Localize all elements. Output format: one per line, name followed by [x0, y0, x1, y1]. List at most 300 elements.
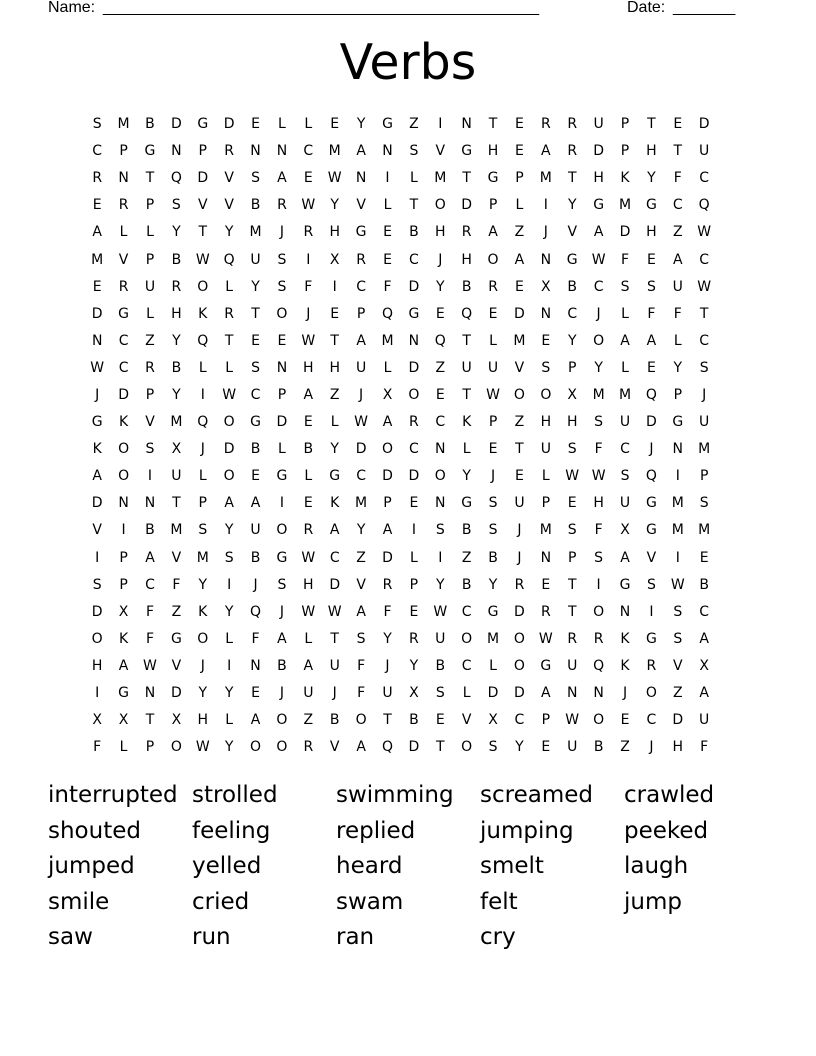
grid-letter: S — [673, 630, 683, 647]
grid-letter: P — [277, 386, 287, 403]
grid-letter: F — [673, 305, 682, 322]
word-search-grid — [84, 111, 732, 761]
grid-letter: B — [567, 278, 578, 295]
grid-letter: O — [170, 739, 182, 756]
grid-row — [84, 274, 732, 301]
grid-letter: P — [383, 495, 392, 512]
grid-letter: Z — [672, 685, 683, 702]
grid-letter: Q — [434, 332, 446, 349]
grid-letter: G — [672, 414, 684, 431]
grid-letter: L — [304, 630, 313, 647]
word-bank-item: swam — [336, 888, 404, 915]
grid-letter: N — [250, 657, 261, 674]
grid-letter: G — [461, 495, 473, 512]
grid-letter: G — [487, 170, 499, 187]
grid-letter: E — [541, 332, 551, 349]
grid-letter: U — [435, 630, 446, 647]
grid-letter: R — [567, 116, 578, 133]
grid-letter: M — [539, 170, 552, 187]
grid-letter: J — [517, 549, 522, 566]
grid-letter: Y — [224, 685, 234, 702]
grid-row — [84, 409, 732, 436]
word-bank-item: jumping — [480, 817, 574, 844]
word-bank-item: felt — [480, 888, 518, 915]
grid-letter: W — [301, 332, 316, 349]
grid-letter: D — [91, 603, 103, 620]
grid-letter: P — [673, 386, 683, 403]
word-bank-item: swimming — [336, 782, 454, 808]
grid-letter: F — [700, 739, 709, 756]
grid-letter: D — [646, 414, 657, 431]
grid-row — [84, 680, 732, 707]
grid-letter: Z — [461, 549, 472, 566]
grid-letter: H — [646, 143, 657, 160]
grid-letter: U — [699, 143, 710, 160]
grid-letter: Q — [698, 197, 710, 214]
grid-letter: L — [225, 359, 234, 376]
grid-letter: Q — [223, 251, 235, 268]
grid-letter: O — [223, 468, 235, 485]
grid-letter: K — [198, 603, 208, 620]
grid-letter: A — [356, 332, 366, 349]
word-bank-item: jumped — [48, 853, 135, 880]
name-blank-line: _________________________________________________ — [103, 0, 540, 16]
grid-letter: B — [593, 739, 604, 756]
grid-letter: N — [355, 170, 367, 187]
grid-letter: I — [649, 603, 654, 620]
grid-letter: Y — [435, 278, 445, 295]
grid-letter: V — [646, 549, 657, 566]
grid-letter: T — [409, 197, 419, 214]
grid-letter: D — [619, 224, 631, 241]
grid-letter: J — [517, 522, 522, 539]
word-bank-item: cried — [192, 888, 250, 915]
grid-letter: Q — [197, 332, 209, 349]
word-bank-item: yelled — [192, 853, 262, 880]
grid-letter: J — [279, 224, 284, 241]
grid-letter: O — [434, 197, 446, 214]
grid-letter: U — [250, 251, 261, 268]
grid-letter: G — [276, 549, 288, 566]
grid-letter: E — [303, 495, 313, 512]
grid-letter: U — [699, 712, 710, 729]
grid-letter: B — [461, 522, 472, 539]
grid-letter: O — [645, 685, 657, 702]
word-bank-item: jump — [624, 888, 682, 915]
grid-letter: D — [91, 305, 103, 322]
grid-letter: A — [673, 251, 683, 268]
grid-letter: Q — [461, 305, 473, 322]
grid-letter: H — [461, 251, 472, 268]
grid-letter: I — [596, 576, 601, 593]
grid-letter: D — [382, 468, 393, 485]
grid-letter: C — [408, 441, 419, 458]
grid-letter: O — [197, 278, 209, 295]
grid-letter: O — [461, 739, 473, 756]
grid-letter: Z — [672, 224, 683, 241]
grid-letter: N — [566, 685, 578, 702]
grid-letter: E — [330, 116, 340, 133]
grid-letter: G — [619, 576, 631, 593]
grid-letter: A — [541, 685, 551, 702]
grid-letter: N — [619, 603, 631, 620]
grid-letter: A — [92, 468, 102, 485]
grid-letter: M — [249, 224, 262, 241]
grid-letter: V — [329, 739, 340, 756]
grid-letter: K — [620, 630, 630, 647]
grid-letter: V — [118, 251, 129, 268]
grid-letter: A — [356, 739, 366, 756]
grid-letter: S — [277, 278, 287, 295]
grid-letter: E — [251, 332, 260, 349]
grid-letter: L — [119, 739, 128, 756]
word-bank-item: laugh — [624, 853, 689, 880]
grid-letter: E — [435, 386, 445, 403]
grid-letter: S — [594, 414, 604, 431]
grid-letter: I — [227, 576, 232, 593]
grid-letter: S — [488, 495, 498, 512]
grid-letter: G — [355, 224, 367, 241]
grid-letter: Y — [462, 468, 471, 485]
grid-letter: E — [435, 305, 445, 322]
grid-row — [84, 138, 732, 165]
grid-letter: Y — [198, 685, 208, 702]
grid-letter: J — [702, 386, 707, 403]
grid-letter: G — [487, 603, 499, 620]
grid-letter: D — [170, 116, 182, 133]
grid-letter: J — [279, 685, 284, 702]
grid-letter: X — [171, 441, 182, 458]
grid-letter: J — [649, 441, 654, 458]
grid-letter: X — [541, 278, 551, 295]
grid-letter: B — [329, 712, 340, 729]
grid-letter: U — [171, 468, 182, 485]
grid-letter: T — [699, 305, 709, 322]
grid-letter: U — [382, 685, 393, 702]
grid-letter: A — [329, 522, 340, 539]
grid-letter: Z — [303, 712, 314, 729]
grid-letter: L — [621, 305, 629, 322]
grid-letter: D — [461, 197, 473, 214]
grid-letter: R — [118, 197, 129, 214]
grid-letter: M — [434, 170, 447, 187]
grid-letter: R — [540, 603, 551, 620]
name-label: Name: — [48, 0, 96, 16]
grid-letter: G — [91, 414, 103, 431]
grid-row — [84, 626, 732, 653]
grid-row — [84, 192, 732, 219]
grid-letter: B — [435, 657, 446, 674]
grid-letter: A — [646, 332, 657, 349]
grid-letter: R — [356, 251, 366, 268]
grid-letter: Q — [381, 305, 393, 322]
grid-letter: A — [356, 143, 366, 160]
grid-letter: A — [620, 332, 630, 349]
grid-letter: C — [303, 143, 314, 160]
grid-letter: A — [118, 657, 129, 674]
grid-letter: D — [514, 685, 525, 702]
grid-letter: X — [329, 251, 340, 268]
grid-letter: R — [277, 197, 287, 214]
grid-letter: H — [171, 305, 182, 322]
grid-letter: U — [303, 685, 314, 702]
grid-letter: Q — [645, 468, 657, 485]
grid-letter: N — [171, 143, 182, 160]
grid-letter: U — [144, 278, 156, 295]
grid-letter: P — [409, 576, 419, 593]
grid-letter: O — [461, 630, 473, 647]
grid-letter: I — [227, 657, 232, 674]
grid-letter: D — [514, 603, 525, 620]
grid-letter: W — [670, 576, 685, 593]
grid-letter: T — [383, 712, 392, 729]
word-bank-item: feeling — [192, 817, 271, 844]
grid-letter: F — [357, 657, 366, 674]
grid-letter: N — [276, 143, 288, 160]
grid-letter: H — [672, 739, 684, 756]
grid-letter: D — [698, 116, 710, 133]
word-bank-item: crawled — [624, 782, 715, 808]
grid-letter: Z — [409, 116, 419, 133]
grid-letter: E — [330, 305, 340, 322]
grid-letter: H — [566, 414, 578, 431]
grid-letter: Z — [514, 414, 525, 431]
grid-letter: Q — [197, 414, 209, 431]
grid-letter: S — [435, 685, 445, 702]
grid-letter: D — [197, 170, 209, 187]
grid-letter: L — [673, 332, 682, 349]
grid-letter: Y — [673, 359, 683, 376]
grid-letter: S — [435, 522, 445, 539]
grid-letter: P — [145, 739, 155, 756]
grid-letter: V — [673, 657, 683, 674]
grid-letter: W — [354, 414, 369, 431]
grid-letter: W — [327, 603, 342, 620]
grid-row — [84, 436, 732, 463]
grid-letter: H — [303, 359, 314, 376]
grid-letter: F — [145, 630, 154, 647]
grid-letter: B — [409, 712, 419, 729]
grid-letter: O — [593, 712, 605, 729]
grid-letter: Y — [383, 630, 392, 647]
grid-letter: S — [251, 359, 260, 376]
grid-letter: G — [566, 251, 578, 268]
grid-letter: D — [593, 143, 604, 160]
grid-letter: O — [355, 712, 367, 729]
word-bank-item: run — [192, 924, 231, 951]
grid-letter: D — [672, 712, 684, 729]
grid-letter: O — [513, 386, 525, 403]
grid-letter: E — [435, 712, 445, 729]
grid-letter: C — [672, 197, 683, 214]
grid-letter: E — [673, 116, 683, 133]
grid-letter: C — [699, 170, 710, 187]
grid-letter: S — [277, 576, 287, 593]
grid-letter: X — [92, 712, 102, 729]
grid-letter: F — [304, 278, 313, 295]
grid-letter: X — [409, 685, 419, 702]
grid-letter: F — [251, 630, 260, 647]
grid-letter: C — [461, 657, 472, 674]
grid-letter: P — [568, 359, 577, 376]
grid-letter: I — [675, 468, 680, 485]
grid-letter: G — [645, 630, 657, 647]
grid-letter: W — [591, 251, 606, 268]
grid-letter: T — [145, 712, 155, 729]
grid-letter: Y — [224, 522, 234, 539]
grid-letter: I — [543, 197, 548, 214]
grid-letter: X — [699, 657, 709, 674]
grid-letter: L — [541, 468, 550, 485]
grid-letter: L — [515, 197, 524, 214]
grid-letter: T — [488, 116, 498, 133]
word-bank-item: peeked — [624, 817, 709, 844]
grid-letter: J — [490, 468, 496, 485]
grid-letter: V — [435, 143, 446, 160]
grid-letter: T — [435, 739, 445, 756]
grid-letter: J — [332, 685, 337, 702]
grid-letter: E — [488, 305, 498, 322]
grid-letter: G — [144, 143, 156, 160]
grid-letter: X — [620, 522, 630, 539]
grid-letter: N — [276, 359, 288, 376]
grid-row — [84, 734, 732, 761]
grid-row — [84, 219, 732, 246]
grid-letter: R — [303, 522, 314, 539]
grid-letter: O — [276, 712, 288, 729]
grid-letter: S — [620, 468, 630, 485]
grid-row — [84, 572, 732, 599]
grid-letter: W — [591, 468, 606, 485]
grid-letter: L — [462, 685, 471, 702]
word-bank-item: smile — [48, 888, 110, 915]
grid-letter: D — [487, 685, 499, 702]
grid-letter: S — [567, 522, 577, 539]
grid-letter: D — [91, 495, 103, 512]
grid-letter: Y — [172, 224, 181, 241]
grid-letter: Y — [356, 522, 366, 539]
grid-letter: M — [513, 332, 526, 349]
grid-letter: N — [144, 685, 156, 702]
grid-letter: G — [276, 468, 288, 485]
grid-letter: A — [250, 712, 261, 729]
grid-letter: O — [513, 657, 525, 674]
grid-letter: X — [382, 386, 393, 403]
grid-letter: M — [618, 386, 632, 403]
grid-letter: R — [303, 224, 314, 241]
grid-letter: U — [329, 657, 340, 674]
grid-letter: D — [382, 549, 393, 566]
grid-letter: A — [382, 414, 393, 431]
grid-letter: P — [541, 495, 551, 512]
grid-letter: X — [567, 386, 578, 403]
grid-letter: I — [675, 549, 680, 566]
grid-row — [84, 653, 732, 680]
grid-letter: V — [461, 712, 472, 729]
grid-letter: S — [541, 359, 551, 376]
grid-letter: N — [250, 143, 261, 160]
grid-letter: L — [489, 657, 497, 674]
grid-letter: C — [514, 712, 525, 729]
grid-letter: B — [171, 359, 182, 376]
grid-letter: H — [593, 170, 604, 187]
grid-letter: T — [251, 305, 260, 322]
grid-letter: U — [540, 441, 551, 458]
page-title: Verbs — [339, 34, 477, 91]
grid-letter: L — [146, 224, 154, 241]
word-bank-item: cry — [480, 924, 516, 951]
grid-letter: F — [383, 603, 392, 620]
grid-letter: K — [330, 495, 340, 512]
grid-letter: L — [304, 468, 313, 485]
grid-letter: J — [253, 576, 258, 593]
grid-letter: C — [356, 468, 366, 485]
grid-letter: U — [699, 414, 710, 431]
grid-letter: U — [514, 495, 525, 512]
grid-letter: W — [301, 603, 316, 620]
grid-letter: E — [303, 170, 313, 187]
grid-letter: S — [646, 278, 656, 295]
grid-letter: A — [303, 657, 314, 674]
grid-letter: V — [224, 170, 234, 187]
grid-letter: G — [250, 414, 261, 431]
grid-letter: I — [200, 386, 205, 403]
grid-letter: S — [567, 441, 577, 458]
grid-letter: U — [250, 522, 261, 539]
grid-letter: O — [276, 739, 288, 756]
grid-letter: P — [198, 143, 207, 160]
grid-letter: L — [409, 170, 418, 187]
grid-letter: N — [118, 170, 129, 187]
grid-letter: G — [645, 197, 657, 214]
grid-letter: R — [646, 657, 657, 674]
grid-letter: A — [92, 224, 102, 241]
grid-letter: H — [646, 224, 657, 241]
grid-letter: L — [621, 359, 629, 376]
grid-letter: P — [145, 386, 155, 403]
grid-letter: M — [698, 522, 711, 539]
grid-letter: O — [381, 441, 393, 458]
grid-letter: Y — [224, 603, 234, 620]
grid-letter: I — [279, 495, 284, 512]
grid-letter: P — [620, 116, 630, 133]
grid-letter: R — [409, 630, 419, 647]
grid-letter: I — [438, 549, 443, 566]
grid-letter: V — [356, 576, 366, 593]
grid-letter: I — [95, 549, 100, 566]
grid-letter: D — [355, 441, 367, 458]
grid-letter: S — [277, 251, 287, 268]
grid-letter: G — [329, 468, 341, 485]
grid-letter: B — [250, 549, 261, 566]
grid-letter: Y — [594, 359, 603, 376]
grid-letter: M — [671, 495, 684, 512]
grid-letter: Y — [224, 224, 234, 241]
grid-letter: B — [277, 657, 287, 674]
grid-letter: P — [620, 143, 630, 160]
grid-letter: L — [119, 224, 128, 241]
grid-letter: O — [513, 630, 525, 647]
grid-letter: B — [171, 251, 182, 268]
grid-letter: I — [95, 685, 100, 702]
grid-letter: J — [385, 657, 390, 674]
grid-letter: K — [198, 305, 208, 322]
grid-letter: M — [117, 116, 130, 133]
grid-letter: T — [330, 332, 339, 349]
grid-letter: R — [303, 739, 314, 756]
grid-letter: R — [92, 170, 103, 187]
grid-letter: N — [540, 305, 552, 322]
